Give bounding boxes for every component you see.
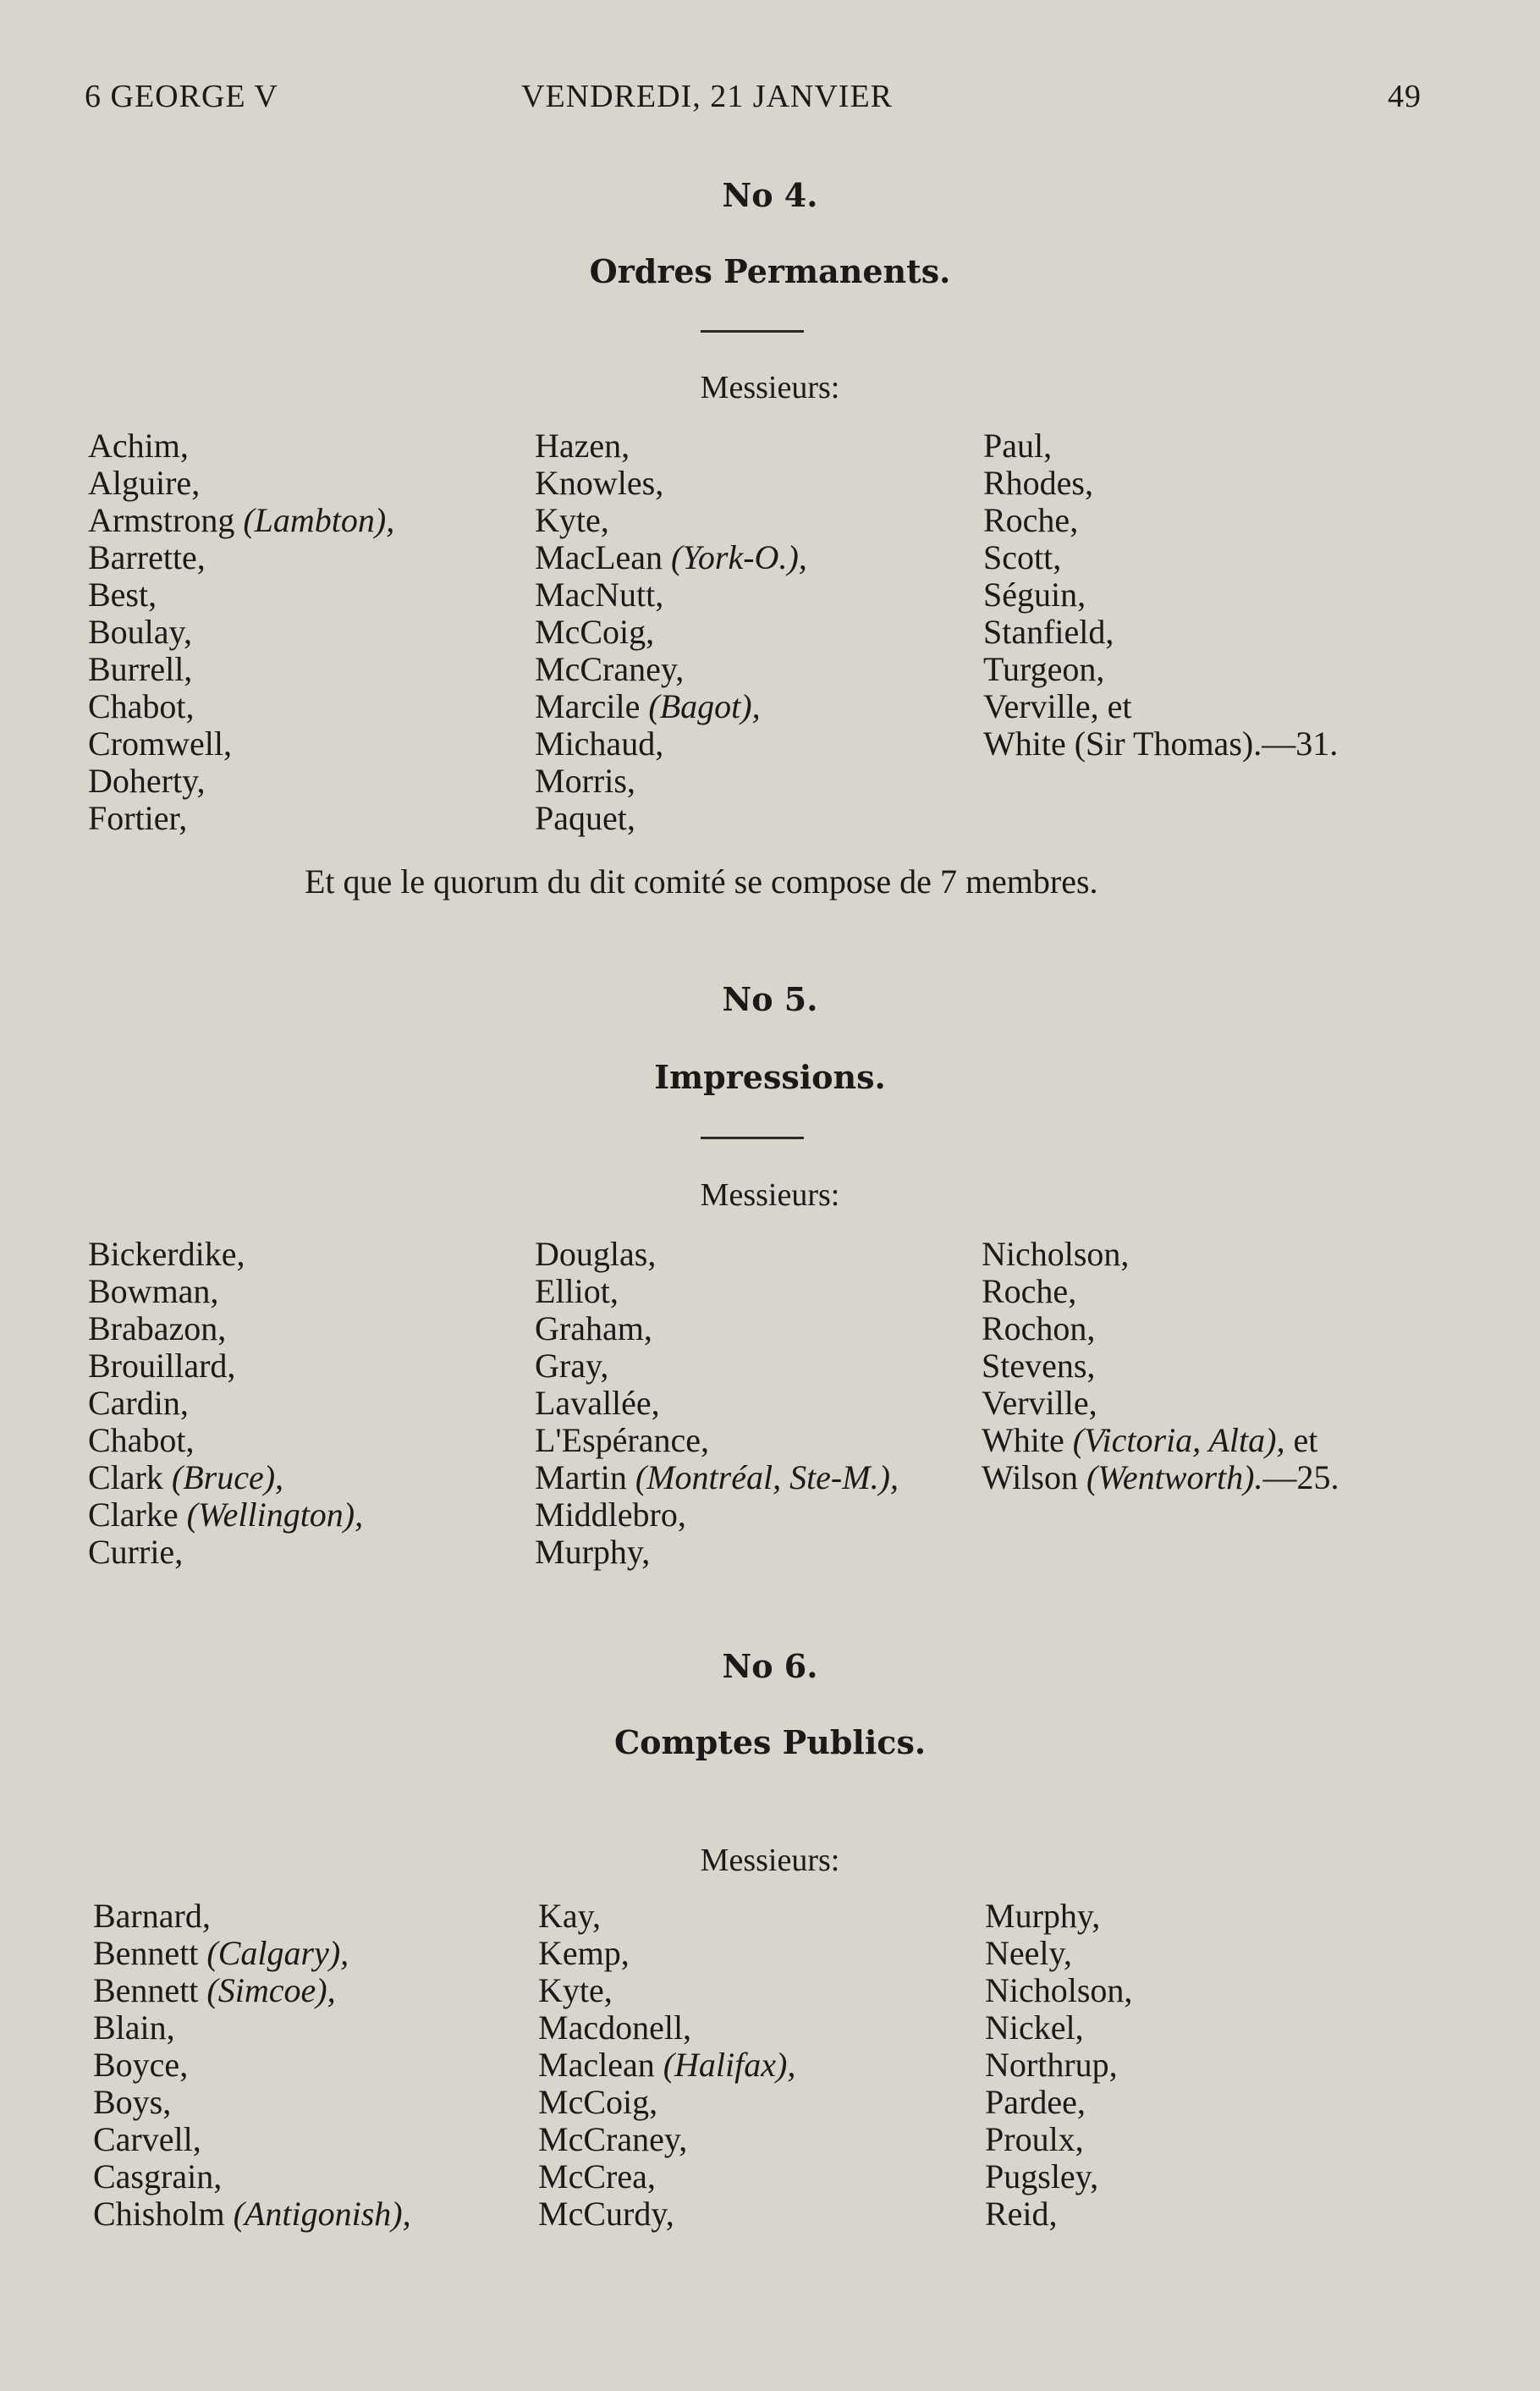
member-entry (88, 688, 394, 725)
member-entry (983, 688, 1338, 725)
member-entry (985, 2084, 1132, 2121)
member-name: Paul, (983, 427, 1053, 465)
member-entry (983, 465, 1338, 502)
member-riding: (Antigonish), (233, 2195, 411, 2233)
member-riding: (Lambton), (243, 501, 395, 539)
member-riding: (Calgary), (206, 1934, 349, 1972)
member-entry (985, 2121, 1132, 2158)
member-name: McCoig, (538, 2083, 658, 2121)
member-name: White (982, 1421, 1073, 1459)
member-name: Martin (535, 1458, 635, 1496)
member-name: Northrup, (985, 2046, 1118, 2084)
member-name: Barrette, (88, 538, 206, 576)
member-entry (88, 1273, 363, 1310)
member-name: McCraney, (535, 650, 685, 688)
member-entry (93, 2084, 411, 2121)
member-suffix: —25. (1262, 1458, 1339, 1496)
member-name: Fortier, (88, 799, 188, 837)
section-6-column-1 (93, 1898, 411, 2233)
member-riding: (Halifax), (663, 2046, 796, 2084)
member-name: Burrell, (88, 650, 193, 688)
member-suffix: et (1284, 1421, 1318, 1459)
member-name: Verville, et (983, 687, 1132, 725)
member-name: Boyce, (93, 2046, 189, 2084)
member-entry (535, 1534, 899, 1571)
member-entry (535, 725, 807, 763)
member-entry (538, 2158, 795, 2195)
member-name: Roche, (983, 501, 1079, 539)
member-name: Bennett (93, 1934, 207, 1972)
member-entry (88, 725, 394, 763)
member-entry (535, 763, 807, 800)
member-entry (88, 1459, 363, 1496)
member-entry (535, 1385, 899, 1422)
member-entry (88, 539, 394, 576)
member-entry (88, 427, 394, 465)
member-entry (985, 2195, 1132, 2233)
member-name: Nicholson, (985, 1971, 1133, 2009)
section-4-rule (701, 330, 804, 333)
member-name: White (Sir Thomas).—31. (983, 724, 1339, 763)
member-entry (535, 614, 807, 651)
member-entry (535, 465, 807, 502)
member-entry (535, 502, 807, 539)
member-riding: (Bagot), (648, 687, 761, 725)
member-name: Chabot, (88, 687, 195, 725)
running-header (85, 78, 1422, 120)
member-entry (985, 2047, 1132, 2084)
member-name: Turgeon, (983, 650, 1105, 688)
member-name: Chabot, (88, 1421, 195, 1459)
member-entry (985, 1935, 1132, 1972)
member-riding: (Wentworth). (1086, 1458, 1263, 1496)
section-5-number: No 5. (722, 980, 818, 1018)
member-entry (983, 725, 1338, 763)
member-name: Bowman, (88, 1272, 219, 1310)
member-name: Hazen, (535, 427, 630, 465)
member-name: Verville, (982, 1384, 1097, 1422)
member-entry (538, 2121, 795, 2158)
member-entry (985, 1898, 1132, 1935)
page-number: 49 (1388, 79, 1422, 114)
member-entry (93, 2195, 411, 2233)
member-entry (88, 614, 394, 651)
member-name: MacNutt, (535, 576, 664, 614)
member-name: Achim, (88, 427, 189, 465)
section-4-column-3 (983, 427, 1338, 763)
member-entry (985, 1972, 1132, 2009)
member-name: Carvell, (93, 2120, 201, 2158)
member-entry (535, 1310, 899, 1347)
member-entry (982, 1347, 1339, 1385)
member-name: Pardee, (985, 2083, 1086, 2121)
member-entry (535, 1496, 899, 1534)
member-entry (982, 1385, 1339, 1422)
member-name: Kyte, (538, 1971, 613, 2009)
member-entry (88, 576, 394, 614)
member-name: Scott, (983, 538, 1062, 576)
section-5-rule (701, 1137, 804, 1139)
member-name: Chisholm (93, 2195, 234, 2233)
member-name: McCraney, (538, 2120, 688, 2158)
member-entry (88, 1422, 363, 1459)
section-6-messieurs: Messieurs: (700, 1843, 840, 1878)
member-entry (93, 1898, 411, 1935)
member-name: MacLean (535, 538, 672, 576)
member-entry (538, 2009, 795, 2047)
member-entry (538, 2047, 795, 2084)
member-entry (983, 539, 1338, 576)
member-entry (88, 1310, 363, 1347)
member-name: Proulx, (985, 2120, 1084, 2158)
member-riding: (Wellington), (186, 1496, 364, 1534)
member-name: Séguin, (983, 576, 1086, 614)
section-5-column-2 (535, 1236, 899, 1571)
member-name: Roche, (982, 1272, 1077, 1310)
member-name: Rhodes, (983, 464, 1093, 502)
member-entry (93, 2047, 411, 2084)
member-name: Armstrong (88, 501, 244, 539)
header-regnal-year: 6 GEORGE V (85, 79, 278, 114)
member-name: Macdonell, (538, 2008, 692, 2047)
member-entry (535, 688, 807, 725)
member-entry (982, 1273, 1339, 1310)
member-name: Kay, (538, 1897, 602, 1935)
member-name: Currie, (88, 1533, 184, 1571)
member-name: Gray, (535, 1347, 609, 1385)
member-entry (535, 800, 807, 837)
member-name: Cardin, (88, 1384, 189, 1422)
member-entry (535, 651, 807, 688)
section-6-column-2 (538, 1898, 795, 2233)
member-name: McCoig, (535, 613, 655, 651)
member-entry (982, 1422, 1339, 1459)
section-4-number: No 4. (722, 176, 818, 214)
member-entry (93, 1935, 411, 1972)
section-4-quorum-note: Et que le quorum du dit comité se compose de 7 membres. (305, 862, 1098, 901)
member-entry (535, 539, 807, 576)
member-name: Stanfield, (983, 613, 1114, 651)
member-name: Casgrain, (93, 2157, 223, 2195)
member-entry (535, 1422, 899, 1459)
member-name: Bickerdike, (88, 1235, 245, 1273)
member-entry (538, 2084, 795, 2121)
member-entry (538, 1935, 795, 1972)
section-6-number: No 6. (722, 1647, 818, 1685)
section-5-title: Impressions. (654, 1058, 886, 1096)
member-name: Marcile (535, 687, 649, 725)
member-name: McCrea, (538, 2157, 656, 2195)
member-entry (88, 1534, 363, 1571)
member-name: Murphy, (535, 1533, 651, 1571)
header-date: VENDREDI, 21 JANVIER (521, 79, 894, 114)
member-name: Alguire, (88, 464, 201, 502)
member-name: Reid, (985, 2195, 1058, 2233)
member-name: Graham, (535, 1309, 652, 1347)
member-name: Cromwell, (88, 724, 232, 763)
member-riding: (Montréal, Ste-M.), (635, 1458, 899, 1496)
member-name: Knowles, (535, 464, 664, 502)
member-entry (93, 2121, 411, 2158)
member-entry (88, 465, 394, 502)
member-entry (983, 614, 1338, 651)
member-entry (538, 2195, 795, 2233)
member-riding: (Bruce), (171, 1458, 284, 1496)
member-name: Middlebro, (535, 1496, 686, 1534)
member-entry (88, 651, 394, 688)
section-4-column-1 (88, 427, 394, 837)
member-entry (538, 1972, 795, 2009)
member-name: Pugsley, (985, 2157, 1099, 2195)
member-name: Blain, (93, 2008, 175, 2047)
member-name: Paquet, (535, 799, 635, 837)
member-name: Brouillard, (88, 1347, 236, 1385)
member-name: L'Espérance, (535, 1421, 709, 1459)
member-name: Clarke (88, 1496, 187, 1534)
member-riding: (Simcoe), (206, 1971, 336, 2009)
member-entry (985, 2009, 1132, 2047)
member-name: Michaud, (535, 724, 664, 763)
member-entry (93, 2158, 411, 2195)
member-name: Kyte, (535, 501, 609, 539)
member-name: Douglas, (535, 1235, 657, 1273)
member-entry (982, 1459, 1339, 1496)
member-entry (88, 763, 394, 800)
member-name: Bennett (93, 1971, 207, 2009)
member-entry (982, 1310, 1339, 1347)
member-name: Wilson (982, 1458, 1086, 1496)
member-entry (983, 502, 1338, 539)
member-entry (983, 576, 1338, 614)
member-name: Clark (88, 1458, 172, 1496)
member-entry (88, 1385, 363, 1422)
member-name: Rochon, (982, 1309, 1096, 1347)
section-5-column-1 (88, 1236, 363, 1571)
section-4-title: Ordres Permanents. (589, 252, 951, 290)
member-entry (88, 502, 394, 539)
member-riding: (York-O.), (671, 538, 807, 576)
member-entry (535, 1459, 899, 1496)
member-entry (535, 1347, 899, 1385)
member-name: Doherty, (88, 762, 206, 800)
member-entry (983, 427, 1338, 465)
member-name: Brabazon, (88, 1309, 227, 1347)
member-entry (535, 1236, 899, 1273)
member-name: Nickel, (985, 2008, 1084, 2047)
section-5-messieurs: Messieurs: (700, 1177, 840, 1213)
member-name: Neely, (985, 1934, 1072, 1972)
section-6-title: Comptes Publics. (613, 1723, 927, 1761)
member-entry (535, 427, 807, 465)
section-5-column-3 (982, 1236, 1339, 1496)
member-name: Stevens, (982, 1347, 1096, 1385)
member-name: Kemp, (538, 1934, 630, 1972)
member-entry (535, 576, 807, 614)
section-4-messieurs: Messieurs: (700, 370, 840, 405)
member-name: McCurdy, (538, 2195, 674, 2233)
member-entry (88, 800, 394, 837)
member-entry (88, 1347, 363, 1385)
member-name: Lavallée, (535, 1384, 660, 1422)
member-name: Barnard, (93, 1897, 211, 1935)
section-6-column-3 (985, 1898, 1132, 2233)
member-entry (985, 2158, 1132, 2195)
member-name: Elliot, (535, 1272, 619, 1310)
member-entry (88, 1496, 363, 1534)
member-entry (538, 1898, 795, 1935)
member-entry (982, 1236, 1339, 1273)
member-entry (93, 2009, 411, 2047)
member-riding: (Victoria, Alta), (1072, 1421, 1285, 1459)
member-entry (93, 1972, 411, 2009)
member-name: Morris, (535, 762, 635, 800)
member-name: Best, (88, 576, 157, 614)
member-name: Nicholson, (982, 1235, 1130, 1273)
member-name: Maclean (538, 2046, 663, 2084)
member-entry (983, 651, 1338, 688)
member-entry (535, 1273, 899, 1310)
member-name: Boulay, (88, 613, 192, 651)
member-name: Boys, (93, 2083, 172, 2121)
member-name: Murphy, (985, 1897, 1101, 1935)
section-4-column-2 (535, 427, 807, 837)
member-entry (88, 1236, 363, 1273)
